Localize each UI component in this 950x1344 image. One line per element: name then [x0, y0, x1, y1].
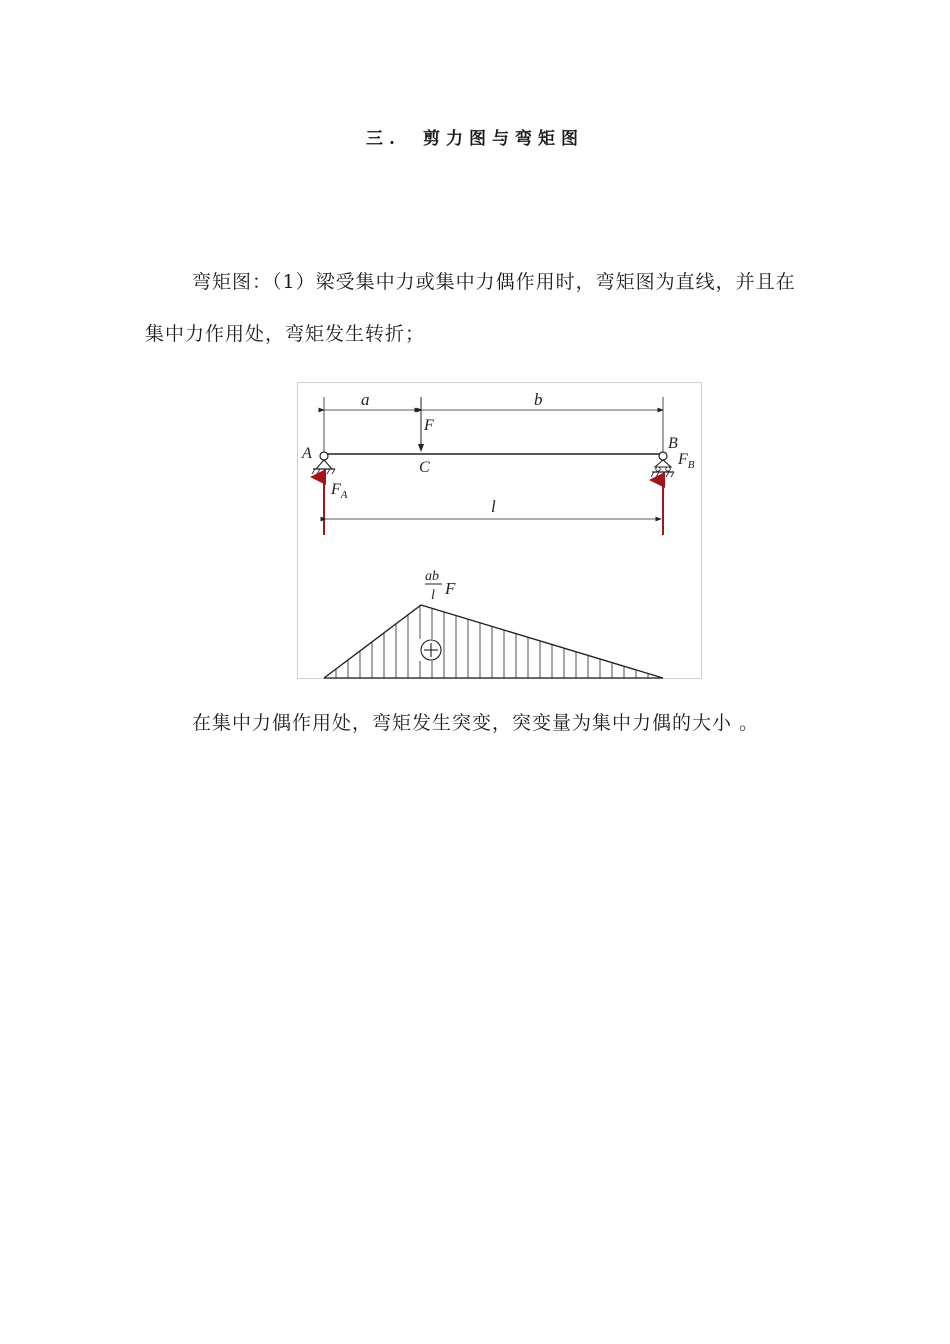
- beam-moment-figure: [297, 382, 702, 679]
- point-B-label: B: [668, 435, 678, 452]
- dim-b-label: b: [534, 390, 543, 409]
- section-title: 剪力图与弯矩图: [422, 129, 584, 149]
- support-A: [312, 452, 335, 474]
- support-B: [651, 452, 674, 477]
- beam-diagram-svg: [298, 383, 703, 680]
- moment-value-numerator: ab: [425, 569, 439, 584]
- reaction-FA-label: $F_A$: [331, 481, 348, 501]
- force-F-label: F: [424, 417, 434, 434]
- dimension-top: [324, 390, 663, 453]
- span-l-label: l: [491, 497, 496, 516]
- paragraph-couple: 在集中力偶作用处，弯矩发生突变，突变量为集中力偶的大小 。: [192, 712, 760, 734]
- dim-a-label: a: [361, 390, 370, 409]
- section-heading: [0, 124, 950, 149]
- point-C-label: C: [419, 459, 430, 476]
- moment-value-F: F: [445, 579, 456, 598]
- section-number: 三.: [366, 129, 401, 149]
- moment-value-denominator: l: [431, 588, 435, 603]
- point-A-label: A: [302, 445, 312, 462]
- reaction-FB-label: $F_B$: [678, 451, 695, 471]
- paragraph-bending-moment: 弯矩图：（1）梁受集中力或集中力偶作用时，弯矩图为直线，并且在集中力作用处，弯矩发生转折；: [145, 271, 796, 345]
- dimension-span-l: [326, 497, 661, 519]
- moment-diagram: [324, 569, 663, 678]
